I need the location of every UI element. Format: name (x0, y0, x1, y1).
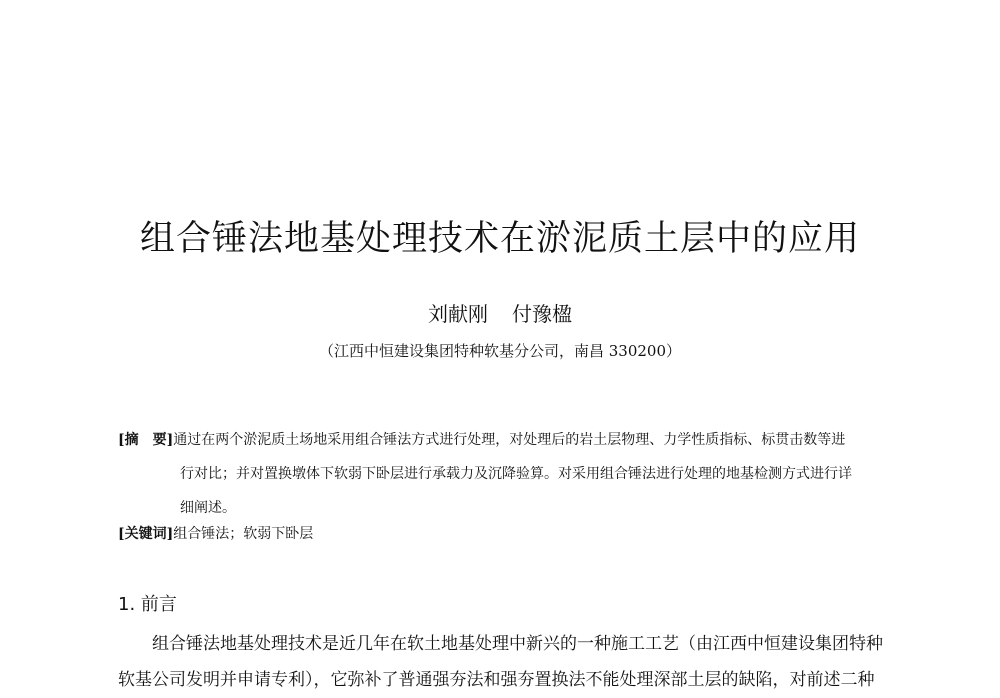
keywords (118, 523, 908, 543)
keywords-text: 组合锤法；软弱下卧层 (173, 526, 314, 542)
section-body (118, 626, 918, 698)
abstract-line (118, 423, 908, 457)
abstract-text: 通过在两个淤泥质土场地采用组合锤法方式进行处理，对处理后的岩土层物理、力学性质指标、标贯击数等进 (173, 432, 846, 448)
abstract-line: 行对比；并对置换墩体下软弱下卧层进行承载力及沉降验算。对采用组合锤法进行处理的地基检测方式进行详 (180, 466, 852, 482)
author-name: 付豫楹 (512, 302, 572, 326)
abstract (118, 423, 908, 525)
body-line: 组合锤法地基处理技术是近几年在软土地基处理中新兴的一种施工工艺（由江西中恒建设集团特种 (152, 634, 883, 654)
abstract-label: [摘 要] (118, 432, 174, 448)
paper-title: 组合锤法地基处理技术在淤泥质土层中的应用 (139, 219, 860, 260)
abstract-line: 细阐述。 (180, 500, 236, 516)
body-line: 软基公司发明并申请专利），它弥补了普通强夯法和强夯置换法不能处理深部土层的缺陷，对前述二种 (118, 670, 875, 690)
author-affiliation: （江西中恒建设集团特种软基分公司，南昌 330200） (318, 342, 682, 360)
author-list (0, 298, 1000, 327)
section-heading: 1. 前言 (118, 594, 177, 615)
author-name: 刘献刚 (428, 302, 488, 326)
keywords-label: [关键词] (118, 526, 174, 542)
